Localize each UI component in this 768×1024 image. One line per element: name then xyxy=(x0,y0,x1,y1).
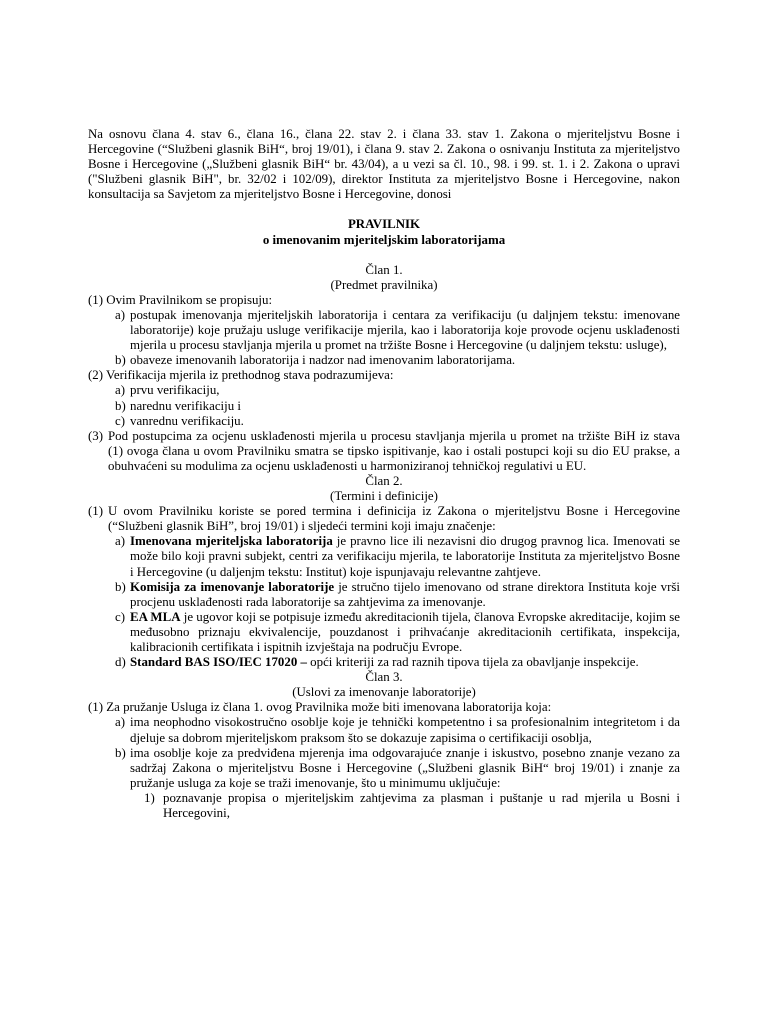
article-1-paragraph-3 xyxy=(88,429,680,474)
definition-text: je ugovor koji se potpisuje između akreditacionih tijela, članova Evropske akreditacije, kojim se međusobno priznaju ekvivalencije, pouzdanost i prihvaćanje akreditacionih certifikata, inspekcija, kalibracionih certifikata i ispitnih izvještaja na području Evrope. xyxy=(130,609,680,654)
article-1-paragraph-1: (1) Ovim Pravilnikom se propisuju: xyxy=(88,292,273,307)
definition-item xyxy=(88,580,680,610)
definition-text: opći kriteriji za rad raznih tipova tijela za obavljanje inspekcije. xyxy=(306,655,639,670)
paragraph-text: Pod postupcima za ocjenu usklađenosti mjerila u procesu stavljanja mjerila u promet na tržište BiH iz stava (1) ovoga člana u ovom Pravilniku smatra se tipsko ispitivanje, kao i ostali postupci koji su dio EU prakse, a obuhvaćeni su modulima za ocjenu usklađenosti u harmoniziranoj tehničkoj regulativi u EU. xyxy=(108,428,680,473)
document-page xyxy=(88,127,680,821)
definition-term: Imenovana mjeriteljska laboratorija xyxy=(130,534,333,549)
article-3-heading: Član 3. xyxy=(365,670,403,685)
definition-item xyxy=(88,610,680,655)
list-item-text: vanrednu verifikaciju. xyxy=(130,413,244,428)
list-marker: b) xyxy=(115,398,126,413)
document-title: PRAVILNIK xyxy=(347,217,421,232)
list-marker: b) xyxy=(115,353,126,368)
article-1-paragraph-2: (2) Verifikacija mjerila iz prethodnog stava podrazumijeva: xyxy=(88,368,394,383)
article-2-heading: Član 2. xyxy=(365,473,403,488)
article-3-subheading: (Uslovi za imenovanje laboratorije) xyxy=(292,685,476,700)
list-marker: c) xyxy=(115,609,126,624)
list-item xyxy=(88,399,680,414)
list-marker: d) xyxy=(115,655,126,670)
list-marker: b) xyxy=(115,745,126,760)
list-item xyxy=(88,383,680,398)
definition-text: je stručno tijelo imenovano od strane direktora Instituta koje vrši procjenu usklađenosti rada laboratorije sa zahtjevima za imenovanje. xyxy=(130,579,680,609)
list-item xyxy=(88,353,680,368)
list-item xyxy=(88,746,680,791)
list-marker: a) xyxy=(115,534,126,549)
list-item xyxy=(88,308,680,353)
list-item-text: poznavanje propisa o mjeriteljskim zahtjevima za plasman i puštanje u rad mjerila u Bosni i Hercegovini, xyxy=(163,790,680,821)
paragraph-marker: (1) xyxy=(88,504,104,519)
definition-item xyxy=(88,534,680,579)
definition-term: Komisija za imenovanje laboratorije xyxy=(130,579,335,594)
list-item xyxy=(88,715,680,745)
list-marker: a) xyxy=(115,715,126,730)
definition-item xyxy=(88,655,680,670)
definition-term: EA MLA xyxy=(130,609,181,624)
list-item-text: prvu verifikaciju, xyxy=(130,383,220,398)
list-item-text: ima neophodno visokostručno osoblje koje je tehnički kompetentno i sa profesionalnim integritetom i da djeluje sa dobrom mjeriteljskom praksom što se dokazuje zapisima o certifikaciji osoblja, xyxy=(130,715,680,745)
article-1-heading: Član 1. xyxy=(365,262,403,277)
paragraph-marker: (3) xyxy=(88,428,104,443)
list-marker: b) xyxy=(115,579,126,594)
list-item-text: postupak imenovanja mjeriteljskih laboratorija i centara za verifikaciju (u daljnjem tekstu: imenovane laboratorije) koje pružaju usluge verifikacije mjerila, kao i laboratorija koje provode ocjenu usklađenosti mjerila u procesu stavljanja mjerila u promet na tržište Bosne i Hercegovine (u daljnjem tekstu: usluge), xyxy=(130,307,680,353)
article-2-subheading: (Termini i definicije) xyxy=(330,489,438,504)
article-3-paragraph-1: (1) Za pružanje Usluga iz člana 1. ovog Pravilnika može biti imenovana laboratorija koja: xyxy=(88,700,552,715)
list-marker: a) xyxy=(115,383,126,398)
definition-term: Standard BAS ISO/IEC 17020 – xyxy=(130,655,307,670)
definition-text: je pravno lice ili nezavisni dio drugog pravnog lica. Imenovati se može bilo koji pravni subjekt, centri za verifikaciju mjerila, te laboratorije Instituta za mjeriteljstvo Bosne i Hercegovine (u daljenjm tekstu: Institut) koje ispunjavaju relevantne zahtjeve. xyxy=(130,534,680,579)
list-item xyxy=(88,414,680,429)
list-marker: c) xyxy=(115,413,126,428)
list-item-text: narednu verifikaciju i xyxy=(130,398,241,413)
list-item-text: ima osoblje koje za predviđena mjerenja ima odgovarajuće znanje i iskustvo, posebno znanje vezano za sadržaj Zakona o mjeriteljstvu Bosne i Hercegovine („Službeni glasnik BiH“ broj 19/01) i znanje za pružanje usluga za koje se traži imenovanje, što u minimumu uključuje: xyxy=(130,745,680,790)
document-subtitle: o imenovanim mjeriteljskim laboratorijama xyxy=(262,232,506,247)
paragraph-text: U ovom Pravilniku koriste se pored termina i definicija iz Zakona o mjeriteljstvu Bosne i Hercegovine (“Službeni glasnik BiH”, broj 19/01) i sljedeći termini koji imaju značenje: xyxy=(108,504,680,534)
intro-paragraph: Na osnovu člana 4. stav 6., člana 16., člana 22. stav 2. i člana 33. stav 1. Zakona o mjeriteljstvu Bosne i Hercegovine (“Službeni glasnik BiH“, broj 19/01), i člana 9. stav 2. Zakona o osnivanju Instituta za mjeriteljstvo Bosne i Hercegovine („Službeni glasnik BiH“ br. 43/04), a u vezi sa čl. 10., 98. i 99. st. 1. i 2. Zakona o upravi ("Službeni glasnik BiH", br. 32/02 i 102/09), direktor Instituta za mjeriteljstvo Bosne i Hercegovine, nakon konsultacija sa Savjetom za mjeriteljstvo Bosne i Hercegovine, donosi xyxy=(88,127,680,202)
article-1-subheading: (Predmet pravilnika) xyxy=(330,277,438,292)
list-item-text: obaveze imenovanih laboratorija i nadzor nad imenovanim laboratorijama. xyxy=(130,353,516,368)
article-2-paragraph-1 xyxy=(88,504,680,534)
list-marker: a) xyxy=(115,307,126,322)
list-marker: 1) xyxy=(144,790,155,805)
list-item xyxy=(88,791,680,821)
